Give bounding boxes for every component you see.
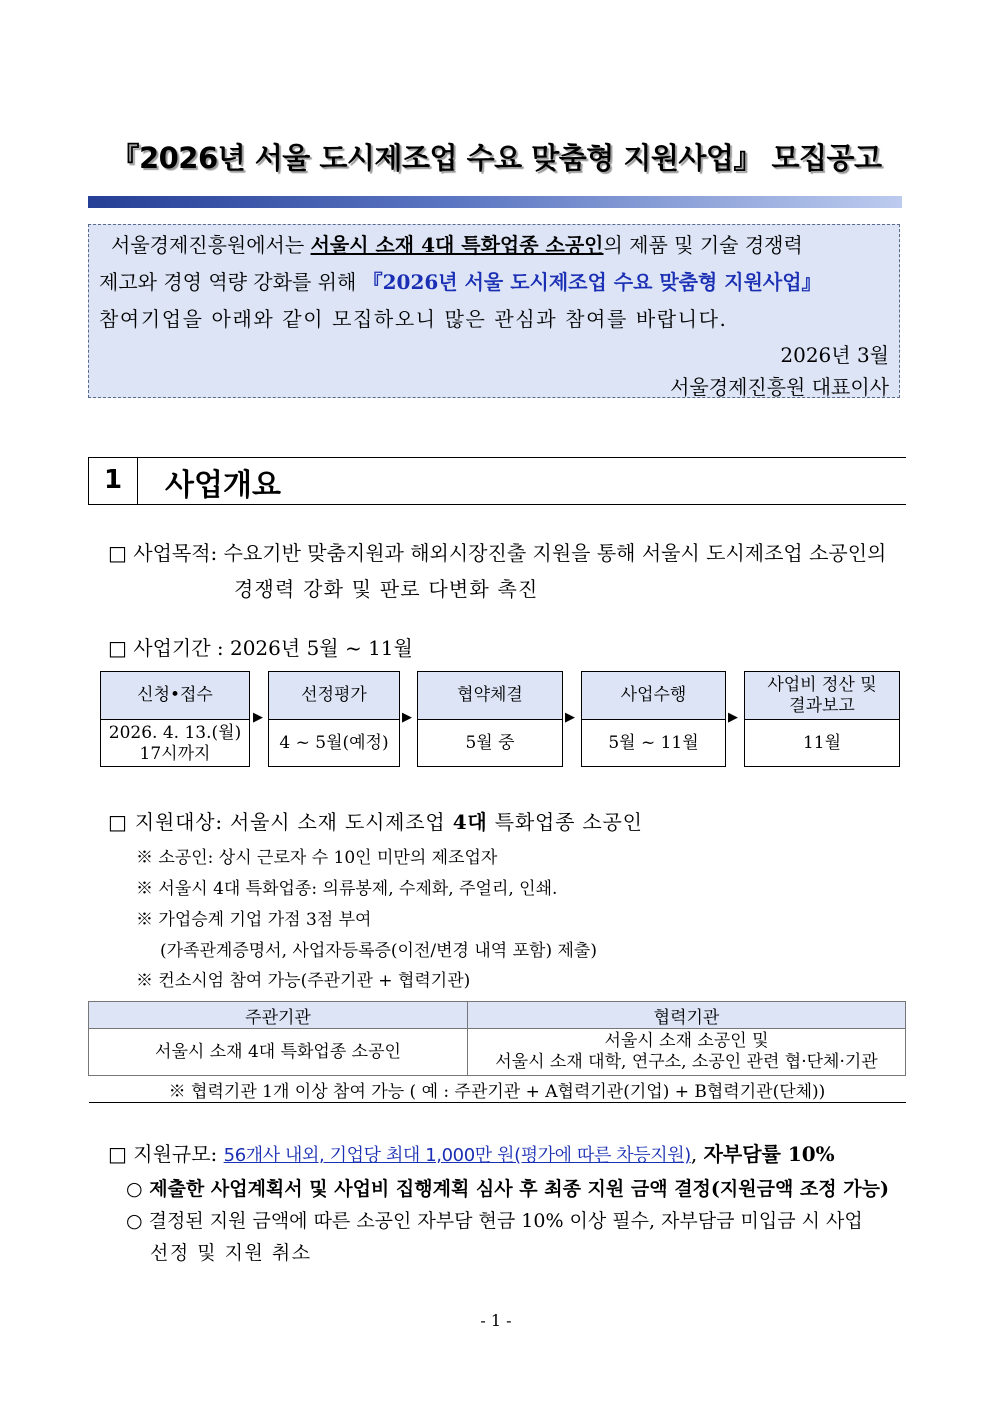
- target-note: ※ 가업승계 기업 가점 3점 부여: [136, 910, 372, 930]
- intro-program-name: 『2026년 서울 도시제조업 수요 맞춤형 지원사업』: [362, 270, 822, 294]
- period-text: □ 사업기간 : 2026년 5월 ~ 11월: [108, 636, 413, 660]
- flow-step-head: 협약체결: [418, 672, 562, 720]
- flow-step-body: 5월 ~ 11월: [608, 733, 699, 753]
- target-text: 특화업종 소공인: [487, 810, 643, 834]
- intro-line-1: [111, 229, 889, 258]
- target-text: □ 지원대상: 서울시 소재 도시제조업: [108, 810, 453, 834]
- scale-line: [108, 1138, 835, 1167]
- flow-step-head: 사업비 정산 및: [767, 674, 877, 695]
- flow-step-settlement: [744, 671, 900, 767]
- purpose-line-2: 경쟁력 강화 및 판로 다변화 촉진: [234, 577, 539, 601]
- scale-text: □ 지원규모:: [108, 1142, 224, 1166]
- section-number: 1: [88, 457, 138, 505]
- intro-text: 제고와 경영 역량 강화를 위해: [99, 270, 363, 294]
- flow-arrow: ▶: [402, 710, 412, 725]
- scale-copay: 자부담률 10%: [703, 1142, 835, 1166]
- intro-signer: 서울경제진흥원 대표이사: [670, 375, 889, 399]
- intro-line-2: [99, 266, 889, 295]
- section-title: 사업개요: [165, 468, 281, 503]
- target-note: (가족관계증명서, 사업자등록증(이전/변경 내역 포함) 제출): [160, 941, 597, 961]
- flow-step-body: 17시까지: [139, 743, 211, 764]
- scale-item: ○ 결정된 지원 금액에 따른 소공인 자부담 현금 10% 이상 필수, 자부담금 미입금 시 사업: [126, 1210, 863, 1232]
- intro-text: 서울경제진흥원에서는: [111, 233, 311, 257]
- target-note: ※ 컨소시엄 참여 가능(주관기관 + 협력기관): [136, 971, 471, 991]
- flow-step-apply: [100, 671, 250, 767]
- flow-arrow: ▶: [253, 710, 263, 725]
- flow-step-head: 선정평가: [269, 672, 399, 720]
- flow-step-body: 4 ~ 5월(예정): [279, 733, 389, 753]
- target-note: ※ 서울시 4대 특화업종: 의류봉제, 수제화, 주얼리, 인쇄.: [136, 879, 558, 899]
- org-table-note: ※ 협력기관 1개 이상 참여 가능 ( 예 : 주관기관 + A협력기관(기업) + B협력기관(단체)): [89, 1076, 906, 1103]
- flow-step-body: 11월: [802, 733, 842, 753]
- scale-amount: 56개사 내외, 기업당 최대 1,000만 원(평가에 따른 차등지원): [223, 1145, 691, 1166]
- org-body-partner-line: 서울시 소재 대학, 연구소, 소공인 관련 협·단체·기관: [495, 1052, 878, 1072]
- section-line-top: [138, 457, 906, 458]
- target-note: ※ 소공인: 상시 근로자 수 10인 미만의 제조업자: [136, 848, 498, 868]
- flow-step-agreement: [417, 671, 563, 767]
- section-line-bottom: [138, 504, 906, 505]
- org-head-partner: 협력기관: [468, 1002, 906, 1029]
- org-body-partner: [468, 1029, 906, 1076]
- scale-item: 선정 및 지원 취소: [150, 1242, 312, 1264]
- intro-date: 2026년 3월: [780, 343, 889, 367]
- flow-step-head: 결과보고: [789, 695, 855, 716]
- flow-arrow: ▶: [728, 710, 738, 725]
- target-line: [108, 806, 643, 835]
- flow-step-evaluation: [268, 671, 400, 767]
- intro-line-3: 참여기업을 아래와 같이 모집하오니 많은 관심과 참여를 바랍니다.: [99, 307, 728, 331]
- scale-text: ,: [690, 1142, 704, 1166]
- org-table: [88, 1001, 906, 1103]
- flow-step-head: 신청•접수: [101, 672, 249, 720]
- flow-step-head: 사업수행: [582, 672, 725, 720]
- purpose-line-1: □ 사업목적: 수요기반 맞춤지원과 해외시장진출 지원을 통해 서울시 도시제조업 소공인의: [108, 541, 887, 565]
- flow-step-body: 2026. 4. 13.(월): [108, 722, 242, 743]
- intro-text: 의 제품 및 기술 경쟁력: [603, 233, 803, 257]
- scale-item: ○ 제출한 사업계획서 및 사업비 집행계획 심사 후 최종 지원 금액 결정(지원금액 조정 가능): [126, 1178, 889, 1200]
- flow-step-body: 5월 중: [465, 733, 515, 753]
- target-bold: 4대: [452, 810, 488, 834]
- org-body-lead: 서울시 소재 4대 특화업종 소공인: [89, 1029, 468, 1076]
- intro-box: [88, 224, 900, 398]
- page-title: 『2026년 서울 도시제조업 수요 맞춤형 지원사업』 모집공고: [110, 141, 882, 175]
- title-underline-bar: [88, 196, 902, 208]
- page-number: - 1 -: [480, 1311, 512, 1330]
- org-body-partner-line: 서울시 소재 소공인 및: [604, 1031, 769, 1051]
- org-head-lead: 주관기관: [89, 1002, 468, 1029]
- flow-step-execution: [581, 671, 726, 767]
- intro-underlined-target: 서울시 소재 4대 특화업종 소공인: [310, 233, 604, 257]
- flow-arrow: ▶: [565, 710, 575, 725]
